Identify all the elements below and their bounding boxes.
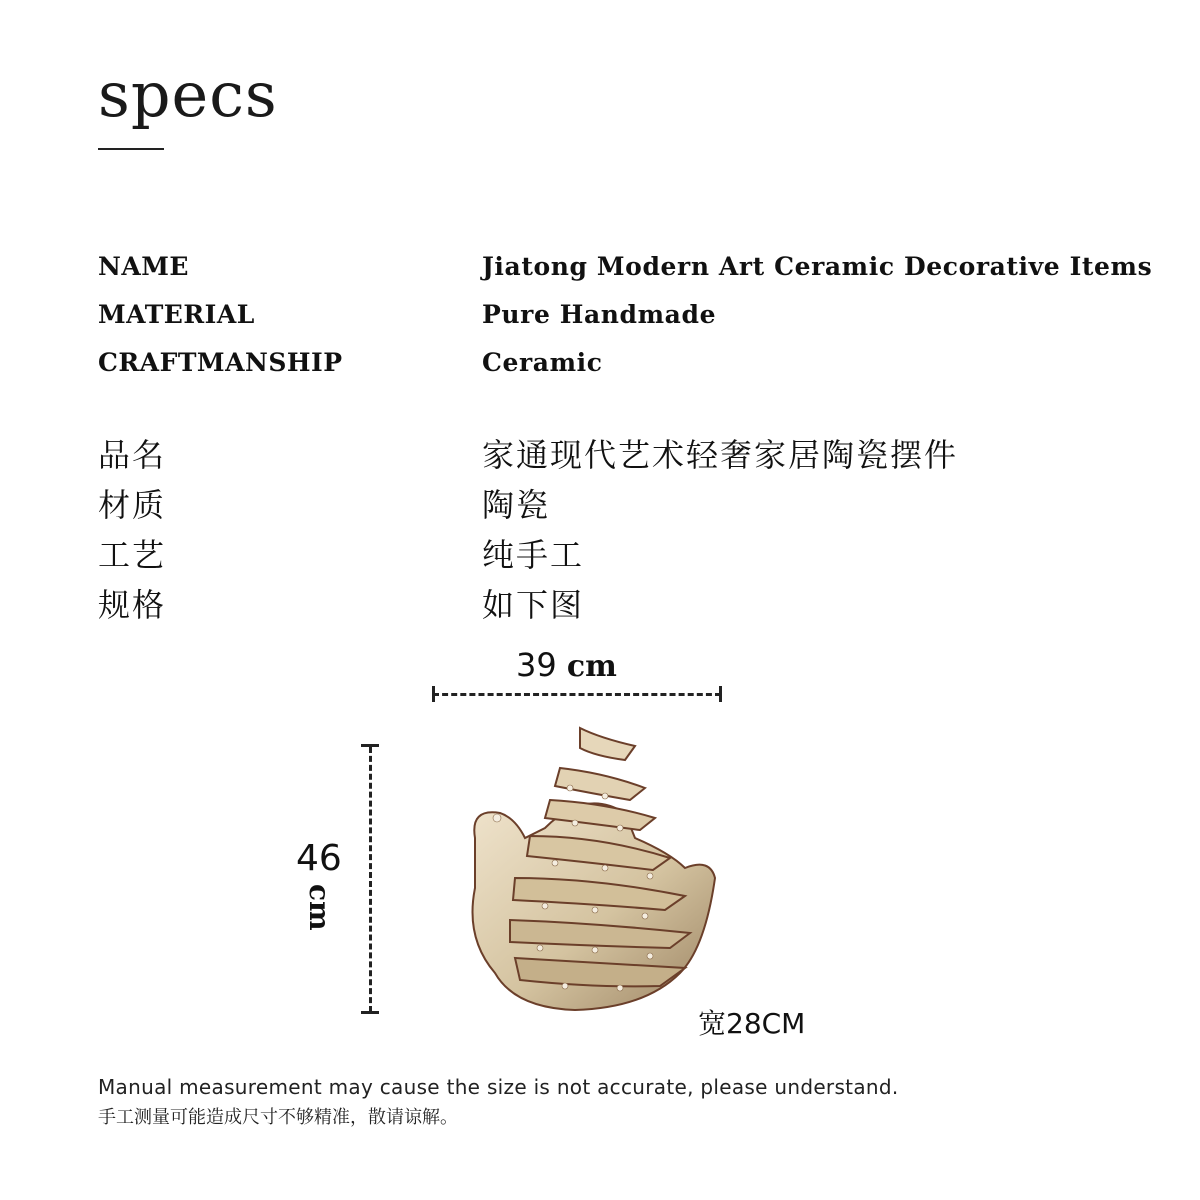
cn-row-product-name: [98, 430, 1178, 472]
width-dimension-cap-left: [432, 686, 435, 702]
height-dimension-line: [369, 747, 372, 1012]
width-dimension-line: [433, 693, 721, 696]
spec-label: MATERIAL: [98, 300, 255, 329]
height-value: 46: [296, 838, 342, 879]
cn-label: 材质: [98, 486, 167, 524]
spec-value: Pure Handmade: [482, 300, 717, 329]
spec-value: Ceramic: [482, 348, 603, 377]
spiral-shell-sculpture-icon: [455, 718, 725, 1018]
cn-row-material: [98, 480, 1178, 522]
width-value: 39: [516, 646, 557, 684]
height-dimension-cap-top: [361, 744, 379, 747]
width-dimension-label: [516, 646, 617, 684]
width-unit: cm: [566, 649, 617, 684]
cn-label: 品名: [98, 436, 167, 474]
spec-row-craftmanship: [98, 348, 1178, 388]
height-dimension-cap-bottom: [361, 1011, 379, 1014]
page-heading: specs: [98, 58, 278, 131]
spec-label: CRAFTMANSHIP: [98, 348, 343, 377]
spec-row-name: [98, 252, 1178, 292]
cn-row-spec: [98, 580, 1178, 622]
cn-label: 工艺: [98, 536, 167, 574]
footnote-english: Manual measurement may cause the size is not accurate, please understand.: [98, 1075, 899, 1099]
cn-row-craft: [98, 530, 1178, 572]
cn-value: 陶瓷: [482, 486, 551, 524]
spec-value: Jiatong Modern Art Ceramic Decorative Items: [482, 252, 1153, 281]
heading-underline: [98, 148, 164, 150]
cn-label: 规格: [98, 586, 167, 624]
spec-label: NAME: [98, 252, 189, 281]
cn-value: 纯手工: [482, 536, 585, 574]
height-unit: cm: [303, 884, 336, 931]
cn-value: 如下图: [482, 586, 585, 624]
spec-row-material: [98, 300, 1178, 340]
width-dimension-cap-right: [719, 686, 722, 702]
depth-dimension-label: 宽28CM: [698, 1007, 806, 1040]
cn-value: 家通现代艺术轻奢家居陶瓷摆件: [482, 436, 959, 474]
footnote-chinese: 手工测量可能造成尺寸不够精准，散请谅解。: [98, 1107, 458, 1128]
